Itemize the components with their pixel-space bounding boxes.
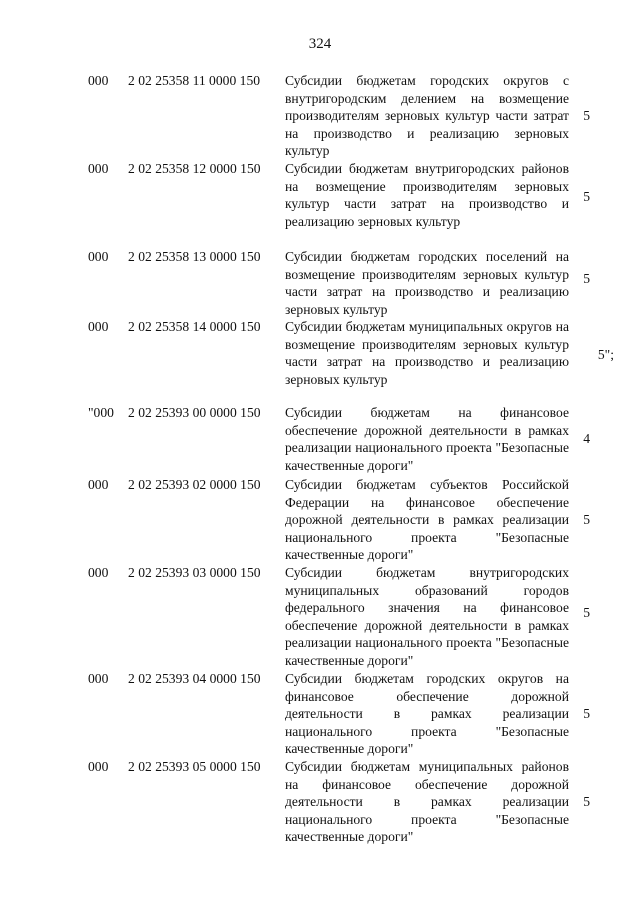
income-code: 2 02 25393 00 0000 150 <box>128 405 261 420</box>
table-row <box>88 476 608 564</box>
income-description: Субсидии бюджетам внутригородских муниципальных образований городов федерального значения на финансовое обеспечение дорожной деятельности в рамках реализации национального проекта "Безопасные качественные дороги" <box>285 565 569 668</box>
row-value: 5 <box>583 706 590 721</box>
table-row <box>88 564 608 670</box>
admin-code: 000 <box>88 319 109 334</box>
income-code: 2 02 25358 13 0000 150 <box>128 249 261 264</box>
income-description: Субсидии бюджетам муниципальных округов на возмещение производителям зерновых культур части затрат на производство и реализацию зерновых культур <box>285 319 569 387</box>
admin-code: 000 <box>88 73 109 88</box>
admin-code: 000 <box>88 249 109 264</box>
income-description: Субсидии бюджетам городских округов на финансовое обеспечение дорожной деятельности в рамках реализации национального проекта "Безопасные качественные дороги" <box>285 671 569 757</box>
income-description: Субсидии бюджетам муниципальных районов на финансовое обеспечение дорожной деятельности в рамках реализации национального проекта "Безопасные качественные дороги" <box>285 759 569 845</box>
income-code: 2 02 25393 02 0000 150 <box>128 477 261 492</box>
row-value: 5 <box>583 108 590 123</box>
admin-code: 000 <box>88 671 109 686</box>
income-code: 2 02 25393 03 0000 150 <box>128 565 261 580</box>
income-description: Субсидии бюджетам субъектов Российской Федерации на финансовое обеспечение дорожной деятельности в рамках реализации национального проекта "Безопасные качественные дороги" <box>285 477 569 563</box>
admin-code: "000 <box>88 405 114 420</box>
classification-table <box>88 72 614 846</box>
income-code: 2 02 25358 12 0000 150 <box>128 161 261 176</box>
row-value: 5 <box>583 794 590 809</box>
table-row <box>88 404 608 476</box>
income-code: 2 02 25393 05 0000 150 <box>128 759 261 774</box>
row-value: 5 <box>583 189 590 204</box>
income-description: Субсидии бюджетам городских поселений на возмещение производителям зерновых культур части затрат на производство и реализацию зерновых культур <box>285 249 569 317</box>
table-row <box>88 758 608 846</box>
row-value: 5 <box>583 605 590 620</box>
income-code: 2 02 25358 14 0000 150 <box>128 319 261 334</box>
row-value: 4 <box>583 431 590 446</box>
income-code: 2 02 25393 04 0000 150 <box>128 671 261 686</box>
page-number: 324 <box>308 36 332 52</box>
admin-code: 000 <box>88 477 109 492</box>
table-row <box>88 72 608 160</box>
table-row <box>88 160 608 248</box>
income-description: Субсидии бюджетам городских округов с внутригородским делением на возмещение производителям зерновых культур части затрат на производство и реализацию зерновых культур <box>285 73 569 159</box>
income-description: Субсидии бюджетам на финансовое обеспечение дорожной деятельности в рамках реализации национального проекта "Безопасные качественные дороги" <box>285 405 569 473</box>
row-value: 5 <box>583 271 590 286</box>
income-code: 2 02 25358 11 0000 150 <box>128 73 261 88</box>
admin-code: 000 <box>88 161 109 176</box>
table-row <box>88 670 608 758</box>
table-row <box>88 318 614 404</box>
row-value: 5 <box>583 512 590 527</box>
admin-code: 000 <box>88 759 109 774</box>
admin-code: 000 <box>88 565 109 580</box>
table-row <box>88 248 608 318</box>
income-description: Субсидии бюджетам внутригородских районов на возмещение производителям зерновых культур части затрат на производство и реализацию зерновых культур <box>285 161 569 229</box>
row-value: 5"; <box>597 347 614 362</box>
